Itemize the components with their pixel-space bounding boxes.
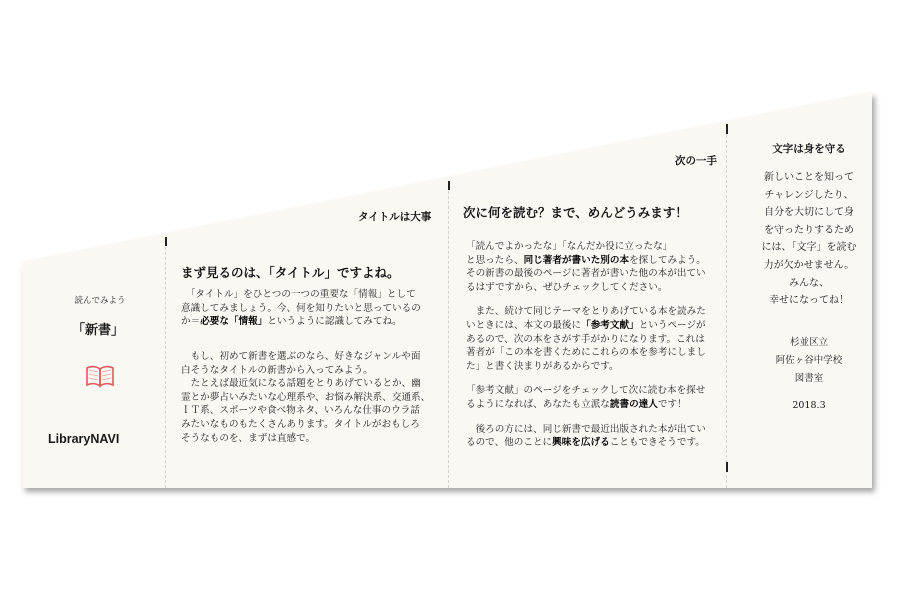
fold-line	[448, 186, 449, 488]
fold-mark	[726, 124, 728, 134]
fold-mark	[448, 181, 450, 190]
section-title-title: タイトルは大事	[358, 211, 432, 223]
panel2-heading: まず見るのは、「タイトル」ですよね。	[181, 265, 400, 280]
brand-logo: LibraryNAVI	[48, 432, 120, 446]
panel4-message: 新しいことを知って チャレンジしたり、 自分を大切にして身 を守ったりするため には、「文字」を読む 力が欠かせません。 みんな、 幸せになってね！	[761, 172, 857, 307]
fold-line	[726, 130, 727, 488]
school-line: 杉並区立	[789, 337, 828, 348]
panel4-heading: 文字は身を守る	[772, 143, 846, 155]
panel2-paragraph-1: 「タイトル」をひとつの一つの重要な「情報」として 意識してみましょう。今、何を知りたいと思っているの か＝必要な「情報」というように認識してみてね。	[181, 289, 421, 328]
panel3-body: 「読んでよかったな」「なんだか役に立ったな」 と思ったら、同じ著者が書いた別の本を探してみよう。 その新書の最後のページに著者が書いた他の本が出てい るはずですから、ぜひチェックしてください。 また、続けて同じテーマをとりあげている本を読みた いときには、本文の最後に「参考文献」というページが あるので、次の本をさがす手がかりになります。これは 著者が「この本を書くためにこれらの本を参考にしまし た」と書く決まりがあるからです。 「参考文献」のページをチェックして次に読む本を探せ るようになれば、あなたも立派な読書の達人です！ 後ろの方には、同じ新書で最近出版された本が出てい るので、他のことに興味を広げることもできそうです。	[466, 241, 706, 449]
panel3-heading: 次に何を読む？まで、めんどうみます！	[463, 205, 688, 220]
school-name	[748, 334, 870, 388]
fold-mark	[165, 237, 167, 246]
school-line: 阿佐ヶ谷中学校	[775, 355, 843, 366]
panel2-paragraph-2: もし、初めて新書を選ぶのなら、好きなジャンルや面 白そうなタイトルの新書から入ってみよう。 たとえば最近気になる話題をとりあげているとか、幽 霊とか夢占いみたいな心理系や、お悩み解決系、交通系、 ＩＴ系、スポーツや食べ物ネタ、いろんな仕事のウラ話 みたいなものもたくさんあります。タイトルがおもしろ そうなものを、まずは直感で。	[181, 351, 431, 444]
school-line: 図書室	[794, 373, 824, 384]
cover-pre-title: 読んでみよう	[74, 296, 126, 306]
issue-date: 2018.3	[792, 400, 826, 411]
fold-mark	[726, 462, 728, 472]
cover-title: 「新書」	[71, 323, 124, 338]
book-icon	[85, 363, 115, 393]
section-title-next: 次の一手	[675, 155, 717, 167]
fold-line	[165, 242, 166, 488]
